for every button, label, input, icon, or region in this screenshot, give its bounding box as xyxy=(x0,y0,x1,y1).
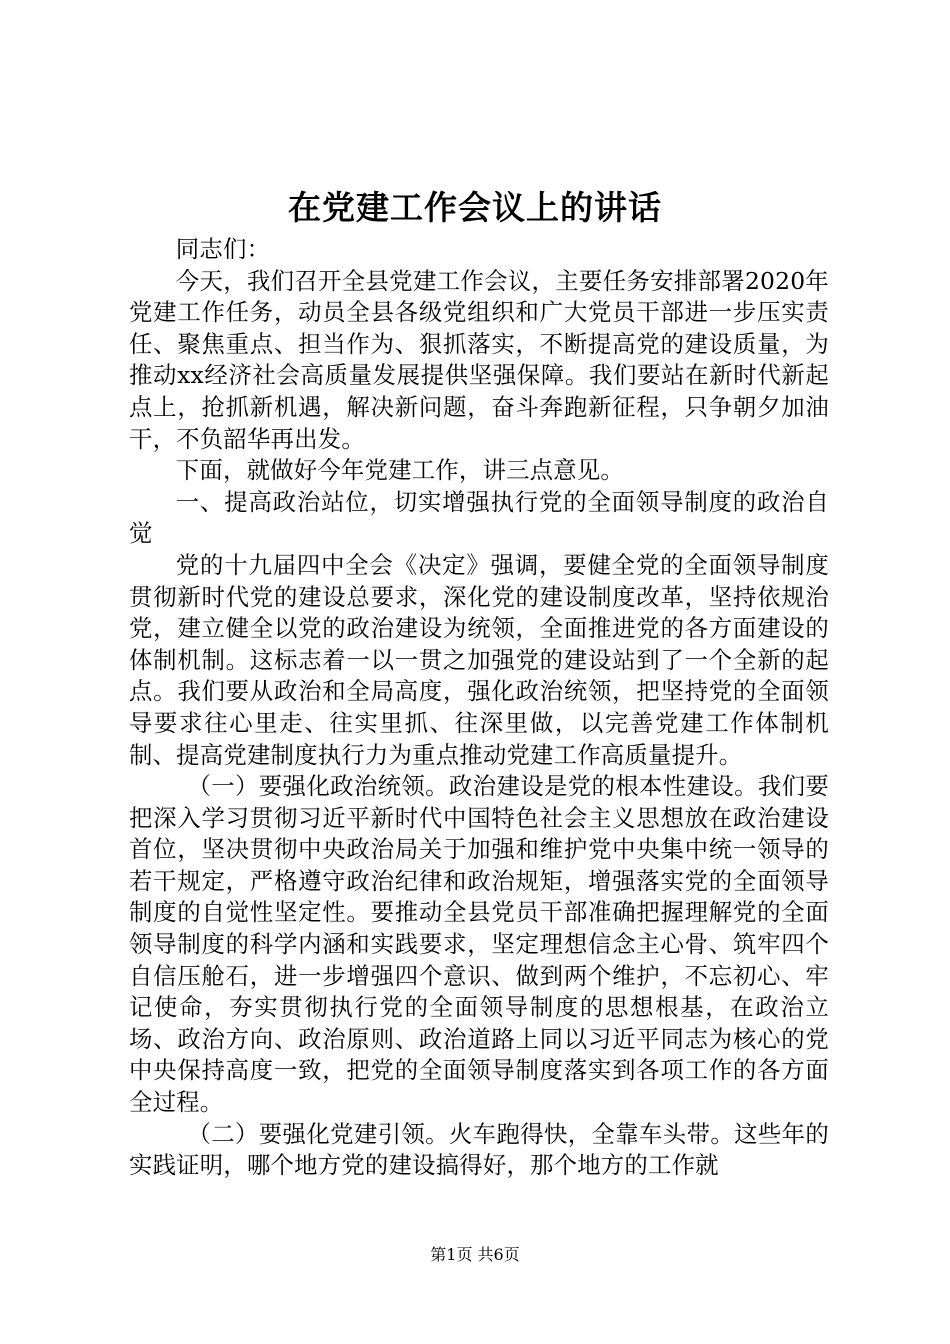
document-body xyxy=(129,234,829,1182)
intro-paragraph: 今天，我们召开全县党建工作会议，主要任务安排部署2020年党建工作任务，动员全县各级党组织和广大党员干部进一步压实责任、聚焦重点、担当作为、狠抓落实，不断提高党的建设质量，为推动xx经济社会高质量发展提供坚强保障。我们要站在新时代新起点上，抢抓新机遇，解决新问题，奋斗奔跑新征程，只争朝夕加油干，不负韶华再出发。 xyxy=(129,266,829,453)
subsection-1-paragraph: （一）要强化政治统领。政治建设是党的根本性建设。我们要把深入学习贯彻习近平新时代中国特色社会主义思想放在政治建设首位，坚决贯彻中央政治局关于加强和维护党中央集中统一领导的若干规定，严格遵守政治纪律和政治规矩，增强落实党的全面领导制度的自觉性坚定性。要推动全县党员干部准确把握理解党的全面领导制度的科学内涵和实践要求，坚定理想信念主心骨、筑牢四个自信压舱石，进一步增强四个意识、做到两个维护，不忘初心、牢记使命，夯实贯彻执行党的全面领导制度的思想根基，在政治立场、政治方向、政治原则、政治道路上同以习近平同志为核心的党中央保持高度一致，把党的全面领导制度落实到各项工作的各方面全过程。 xyxy=(129,772,829,1117)
page-number-footer: 第1页 共6页 xyxy=(430,1245,520,1264)
transition-paragraph: 下面，就做好今年党建工作，讲三点意见。 xyxy=(175,456,625,485)
section-heading-1: 一、提高政治站位，切实增强执行党的全面领导制度的政治自觉 xyxy=(129,487,829,548)
document-title: 在党建工作会议上的讲话 xyxy=(288,188,662,227)
salutation-paragraph: 同志们： xyxy=(175,235,271,263)
subsection-2-paragraph: （二）要强化党建引领。火车跑得快，全靠车头带。这些年的实践证明，哪个地方党的建设搞得好，那个地方的工作就 xyxy=(129,1119,829,1180)
section-1-paragraph: 党的十九届四中全会《决定》强调，要健全党的全面领导制度贯彻新时代党的建设总要求，深化党的建设制度改革，坚持依规治党，建立健全以党的政治建设为统领，全面推进党的各方面建设的体制机制。这标志着一以一贯之加强党的建设站到了一个全新的起点。我们要从政治和全局高度，强化政治统领，把坚持党的全面领导要求往心里走、往实里抓、往深里做，以完善党建工作体制机制、提高党建制度执行力为重点推动党建工作高质量提升。 xyxy=(129,550,829,769)
